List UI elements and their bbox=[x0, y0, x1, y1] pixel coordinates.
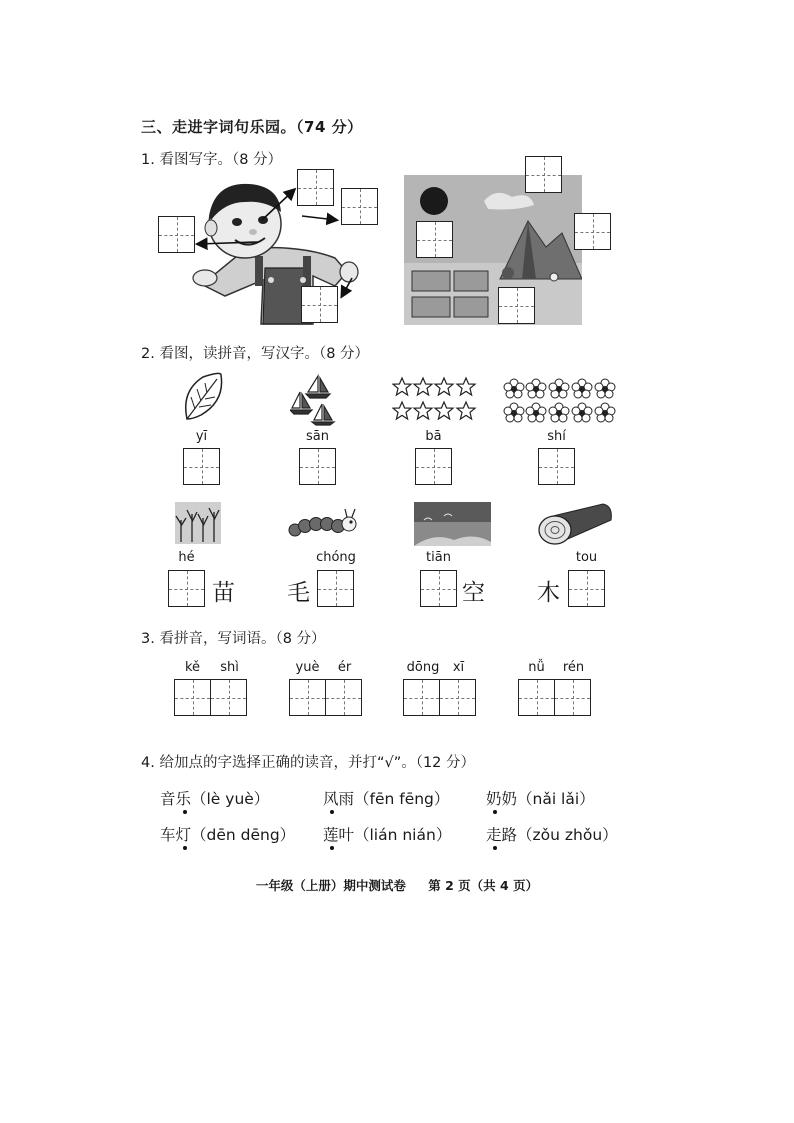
q2-row1-pinyin-4: shí bbox=[547, 429, 566, 444]
q2-row1-answer-box-2[interactable] bbox=[299, 448, 336, 485]
q2-row2-pinyin-3: tiān bbox=[426, 550, 451, 565]
q1-answer-box-field[interactable] bbox=[498, 287, 535, 324]
q3-word4-pinyin-1: nǚ bbox=[528, 660, 545, 675]
flowers-icon bbox=[503, 378, 617, 424]
q2-row1-pinyin-3: bā bbox=[425, 429, 442, 444]
sky-icon bbox=[414, 502, 491, 546]
emphasis-dot bbox=[183, 846, 187, 850]
q2-row2-answer-box-3[interactable] bbox=[420, 570, 457, 607]
q2-row2-pinyin-4: tou bbox=[575, 550, 598, 565]
q2-row1-pinyin-1: yī bbox=[195, 429, 208, 444]
emphasis-dot bbox=[493, 810, 497, 814]
q2-row2-char-2: 毛 bbox=[287, 580, 310, 606]
q3-word3-pinyin-2: xī bbox=[452, 660, 465, 675]
q3-word2-box-1[interactable] bbox=[289, 679, 326, 716]
q3-word3-pinyin-1: dōng bbox=[406, 660, 440, 675]
caterpillar-icon bbox=[287, 506, 359, 540]
q2-row2-answer-box-2[interactable] bbox=[317, 570, 354, 607]
q4-item-1[interactable]: 音乐（lè yuè） bbox=[160, 790, 270, 808]
q4-item-6[interactable]: 走路（zǒu zhǒu） bbox=[486, 826, 618, 844]
q3-word4-box-1[interactable] bbox=[518, 679, 555, 716]
q2-row2-char-1: 苗 bbox=[212, 580, 235, 606]
seedlings-icon bbox=[175, 502, 221, 544]
emphasis-dot bbox=[183, 810, 187, 814]
page-footer bbox=[0, 876, 794, 894]
q3-word3-box-2[interactable] bbox=[439, 679, 476, 716]
q3-word1-box-1[interactable] bbox=[174, 679, 211, 716]
q4-item-4[interactable]: 车灯（dēn dēng） bbox=[160, 826, 296, 844]
q2-row2-answer-box-1[interactable] bbox=[168, 570, 205, 607]
q4-title: 4. 给加点的字选择正确的读音，并打“√”。（12 分） bbox=[141, 755, 476, 771]
log-icon bbox=[537, 502, 613, 546]
q2-row2-char-4: 木 bbox=[537, 580, 560, 606]
leaf-icon bbox=[181, 371, 225, 423]
footer-page-number: 第 2 页（共 4 页） bbox=[428, 878, 539, 893]
q3-word3-box-1[interactable] bbox=[403, 679, 440, 716]
q3-title: 3. 看拼音，写词语。（8 分） bbox=[141, 631, 326, 647]
q3-word2-pinyin-2: ér bbox=[337, 660, 352, 675]
q2-row1-answer-box-3[interactable] bbox=[415, 448, 452, 485]
emphasis-dot bbox=[493, 846, 497, 850]
q3-word4-box-2[interactable] bbox=[554, 679, 591, 716]
q1-title: 1. 看图写字。（8 分） bbox=[141, 152, 283, 168]
q2-row2-answer-box-4[interactable] bbox=[568, 570, 605, 607]
q4-item-2[interactable]: 风雨（fēn fēng） bbox=[323, 790, 450, 808]
q1-answer-box-cloud[interactable] bbox=[525, 156, 562, 193]
q3-word4-pinyin-2: rén bbox=[562, 660, 585, 675]
q2-row1-answer-box-1[interactable] bbox=[183, 448, 220, 485]
q3-word2-box-2[interactable] bbox=[325, 679, 362, 716]
q2-row1-answer-box-4[interactable] bbox=[538, 448, 575, 485]
q2-row2-char-3: 空 bbox=[462, 580, 485, 606]
emphasis-dot bbox=[330, 810, 334, 814]
q1-answer-box-mountain[interactable] bbox=[574, 213, 611, 250]
section-title: 三、走进字词句乐园。（74 分） bbox=[141, 118, 363, 136]
q2-row2-pinyin-2: chóng bbox=[316, 550, 356, 565]
q4-item-3[interactable]: 奶奶（nǎi lǎi） bbox=[486, 790, 595, 808]
q2-row1-pinyin-2: sān bbox=[306, 429, 329, 444]
q2-row2-pinyin-1: hé bbox=[178, 550, 195, 565]
q3-word2-pinyin-1: yuè bbox=[295, 660, 320, 675]
stars-icon bbox=[392, 376, 478, 422]
boats-icon bbox=[290, 374, 336, 426]
q1-arrows bbox=[150, 160, 390, 330]
footer-exam-name: 一年级（上册）期中测试卷 bbox=[255, 878, 406, 893]
emphasis-dot bbox=[330, 846, 334, 850]
q2-title: 2. 看图，读拼音，写汉字。（8 分） bbox=[141, 346, 370, 362]
q1-answer-box-sun[interactable] bbox=[416, 221, 453, 258]
q3-word1-pinyin-1: kě bbox=[184, 660, 201, 675]
q3-word1-box-2[interactable] bbox=[210, 679, 247, 716]
q4-item-5[interactable]: 莲叶（lián nián） bbox=[323, 826, 452, 844]
q3-word1-pinyin-2: shì bbox=[220, 660, 239, 675]
